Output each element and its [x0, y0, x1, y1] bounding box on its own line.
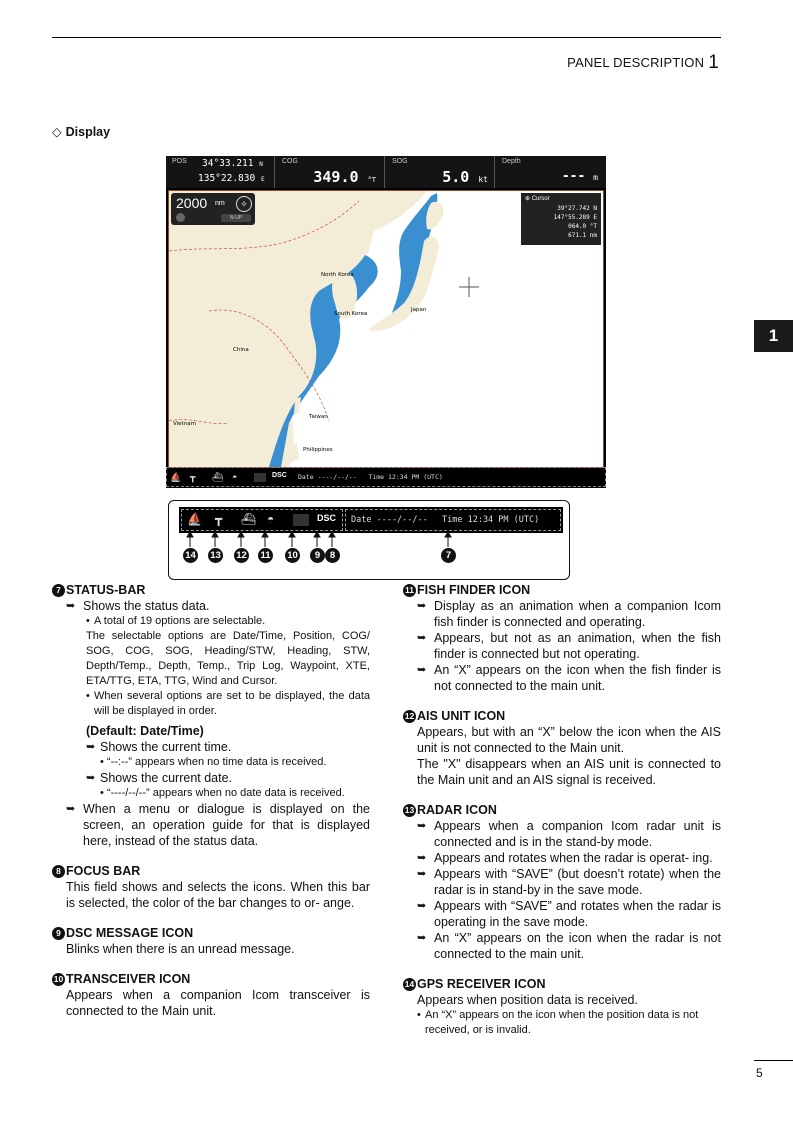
- arrow-icon: ➥: [417, 820, 427, 832]
- place-south-korea: South Korea: [334, 311, 368, 317]
- cursor-label: ⊕ Cursor: [525, 196, 550, 202]
- cursor-lat: 39°27.742 N: [557, 205, 597, 212]
- place-vietnam: Vietnam: [173, 421, 196, 427]
- callout-11: 11: [258, 548, 273, 563]
- depth-value: --- m: [561, 169, 598, 184]
- place-taiwan: Taiwan: [309, 414, 328, 420]
- header-rule: [52, 37, 721, 38]
- arrow-icon: ➥: [417, 868, 427, 880]
- cursor-lon: 147°55.289 E: [553, 214, 597, 221]
- callout-leaders: [169, 501, 569, 579]
- heading-fish-finder: 11 FISH FINDER ICON: [405, 583, 531, 597]
- page-number: 5: [756, 1066, 763, 1080]
- fish-finder-unit-icon: ◓: [267, 512, 275, 526]
- dsc-message-icon[interactable]: DSC: [317, 513, 337, 523]
- cursor-distance: 671.1 nm: [568, 232, 597, 239]
- top-data-bar: [166, 156, 606, 188]
- arrow-icon: ➥: [66, 803, 76, 815]
- default-label: (Default: Date/Time): [86, 724, 204, 738]
- callout-13: 13: [208, 548, 223, 563]
- heading-dsc-message: 9 DSC MESSAGE ICON: [52, 925, 370, 941]
- callout-8: 8: [325, 548, 340, 563]
- header-title: PANEL DESCRIPTION: [567, 55, 705, 70]
- depth-cell: Depth --- m: [502, 158, 598, 184]
- status-bar-zoom: [168, 500, 570, 580]
- heading-gps-receiver: 14 GPS RECEIVER ICON: [404, 977, 546, 991]
- ais-icon: ⛴: [212, 472, 224, 482]
- arrow-icon: ➥: [417, 664, 427, 676]
- radar-unit-icon: ┳: [215, 512, 223, 526]
- callout-9: 9: [310, 548, 325, 563]
- place-philippines: Philippines: [303, 447, 333, 453]
- cog-cell: COG 349.0 °T: [276, 156, 385, 188]
- status-date: Date ----/--/--: [351, 515, 428, 525]
- arrow-icon: ➥: [66, 600, 76, 612]
- gps-icon: ⛵: [170, 472, 182, 482]
- fish-finder-icon: ◓: [232, 472, 238, 482]
- diamond-icon: ◇: [52, 125, 62, 139]
- dsc-icon: DSC: [272, 472, 287, 479]
- arrow-icon: ➥: [417, 900, 427, 912]
- header-chapter: 1: [708, 52, 719, 73]
- status-bar-highlight: [166, 467, 606, 487]
- right-column: 11 FISH FINDER ICON ➥ Display as an animation when a companion Icom fish finder is connected and operating. ➥ Appears, but not as an animation, when the fish finder is connected but not operating. ➥ An “X” appears on the icon when the fish finder is not connected to the main unit. 12 AIS UNIT ICON Appears, but with an “X” below the icon when the AIS unit is not connected to the Main unit. The "X" disappears when an AIS unit is connected to the Main unit and an AIS signal is received. 13 RADAR ICON ➥ Appears when a companion Icom radar unit is connected and is in the stand-by mode. ➥ Appears and rotates when the radar is operat- ing. ➥ Appears with “SAVE” (but doesn’t rotate) when the radar is in stand-by in the save mode. ➥ Appears with “SAVE” and rotates when the radar is operating in the save mode. ➥ An “X” appears on the icon when the radar is not connected to the main unit. 14 GPS RECEIVER ICON Appears when position data is received. • An “X” appears on the icon when the position data is not received, or is invalid.: [404, 583, 721, 1036]
- status-time: Time 12:34 PM (UTC): [442, 515, 540, 525]
- sog-value: 5.0 kt: [442, 168, 488, 186]
- arrow-icon: ➥: [417, 600, 427, 612]
- cog-value: 349.0 °T: [313, 168, 376, 186]
- callout-14: 14: [183, 548, 198, 563]
- place-china: China: [233, 347, 249, 353]
- pos-lon: 135°22.830 E: [198, 173, 265, 184]
- cursor-info-box: [521, 193, 601, 245]
- gps-receiver-icon: ⛵: [187, 512, 202, 526]
- callout-12: 12: [234, 548, 249, 563]
- nautical-chart-map[interactable]: [168, 190, 604, 468]
- range-box[interactable]: 2000 nm ✧ N-UP: [171, 193, 255, 225]
- chart-plotter-screen: [166, 156, 606, 488]
- callout-7: 7: [441, 548, 456, 563]
- sog-cell: SOG 5.0 kt: [386, 156, 495, 188]
- running-header: [567, 52, 719, 74]
- callout-10: 10: [285, 548, 300, 563]
- pos-cell: POS 34°33.211 N 135°22.830 E: [166, 156, 275, 188]
- settings-knob-icon: [176, 213, 185, 222]
- screen-status-text: Date ----/--/-- Time 12:34 PM (UTC): [298, 473, 443, 481]
- heading-radar: 13 RADAR ICON: [404, 803, 497, 817]
- arrow-icon: ➥: [417, 852, 427, 864]
- place-north-korea: North Korea: [321, 272, 354, 278]
- pos-lat: 34°33.211 N: [202, 158, 263, 169]
- arrow-icon: ➥: [86, 741, 96, 753]
- left-column: 7 STATUS-BAR ➥ Shows the status data. • A total of 19 options are selectable. The selectable options are Date/Time, Position, COG/ SOG, COG, SOG, Heading/STW, Heading, STW, Depth/Temp., Depth, Temp., Trip Log, Waypoint, XTE, ETA/TTG, ETA, TTG, Wind and Cursor. • When several options are set to be displayed, the data will be displayed in order. (Default: Date/Time) ➥ Shows the current time. • “--:--” appears when no time data is received. ➥ Shows the current date. • “----/--/--” appears when no date data is received. ➥ When a menu or dialogue is displayed on the screen, an operation guide for that is displayed here, instead of the status data. 8 FOCUS BAR This field shows and selects the icons. When this bar is selected, the color of the bar changes to or- ange. 9 DSC MESSAGE ICON Blinks when there is an unread message. 10 TRANSCEIVER ICON Appears when a companion Icom transceiver is connected to the Main unit.: [53, 583, 370, 1018]
- heading-status-bar: 7 STATUS-BAR: [52, 582, 370, 598]
- ais-unit-icon: ⛴: [241, 512, 257, 526]
- chapter-tab: 1: [754, 320, 793, 352]
- orientation-badge[interactable]: N-UP: [221, 214, 251, 222]
- heading-transceiver: 10 TRANSCEIVER ICON: [53, 972, 191, 986]
- cursor-bearing: 064.0 °T: [568, 223, 597, 230]
- footer-rule: [754, 1060, 793, 1061]
- heading-focus-bar: 8 FOCUS BAR: [52, 863, 370, 879]
- arrow-icon: ➥: [86, 772, 96, 784]
- place-japan: Japan: [411, 307, 427, 313]
- arrow-icon: ➥: [417, 932, 427, 944]
- radar-icon: ┳: [190, 472, 196, 482]
- arrow-icon: ➥: [417, 632, 427, 644]
- cursor-crosshair-icon: ⊕: [525, 196, 531, 202]
- section-title: ◇ Display: [52, 125, 111, 139]
- heading-ais-unit: 12 AIS UNIT ICON: [404, 709, 506, 723]
- compass-icon: ✧: [236, 196, 252, 212]
